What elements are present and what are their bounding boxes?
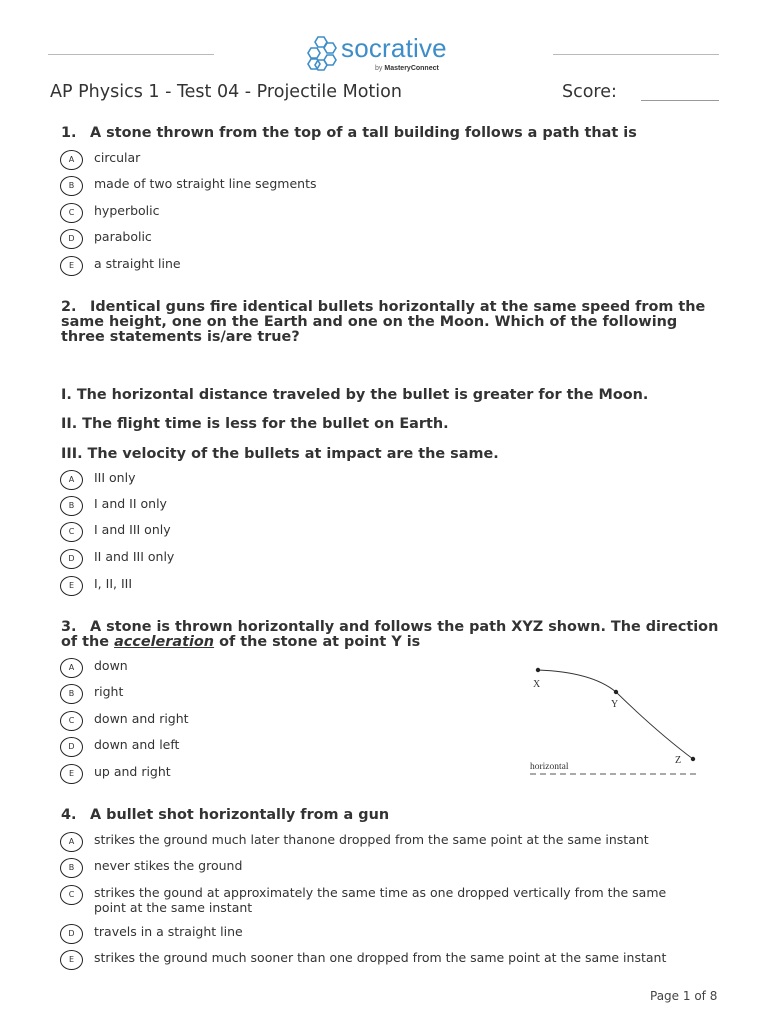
answer-bubble[interactable]: B [60,858,83,878]
answer-bubble[interactable]: A [60,832,83,852]
header-rule-right [553,54,719,55]
point-z-label: Z [675,755,682,766]
answer-bubble[interactable]: D [60,229,83,249]
answer-bubble[interactable]: E [60,764,83,784]
answer-bubble[interactable]: E [60,950,83,970]
question-4: 4. A bullet shot horizontally from a gun [61,807,390,823]
question-2: 2. Identical guns fire identical bullets horizontally at the same speed from the same height, one on the Earth and one on the Moon. Which of the following three statements is/are true? [61,299,706,345]
test-title: AP Physics 1 - Test 04 - Projectile Motion [50,82,402,102]
answer-bubble[interactable]: A [60,150,83,170]
emphasized-term: acceleration [114,634,215,650]
point-z-marker [691,757,695,761]
q2-statement-3: III. The velocity of the bullets at impact are the same. [61,446,499,462]
point-x-marker [536,668,540,672]
header-rule-left [48,54,214,55]
answer-bubble[interactable]: B [60,176,83,196]
trajectory-curve [538,670,693,759]
answer-bubble[interactable]: A [60,658,83,678]
page-number: Page 1 of 8 [650,989,718,1003]
question-1: 1. A stone thrown from the top of a tall building follows a path that is [61,125,637,141]
answer-bubble[interactable]: E [60,256,83,276]
socrative-logo [306,35,466,77]
logo-wordmark: socrative [341,33,447,63]
score-label: Score: [562,82,617,102]
answer-bubble[interactable]: C [60,711,83,731]
answer-bubble[interactable]: D [60,924,83,944]
question-3: 3. A stone is thrown horizontally and follows the path XYZ shown. The direction of the acceleration of the stone at point Y is [61,619,719,650]
answer-bubble[interactable]: B [60,684,83,704]
answer-bubble[interactable]: E [60,576,83,596]
answer-bubble[interactable]: C [60,885,83,905]
q2-statement-1: I. The horizontal distance traveled by the bullet is greater for the Moon. [61,387,649,403]
answer-bubble[interactable]: C [60,522,83,542]
answer-bubble[interactable]: D [60,549,83,569]
answer-bubble[interactable]: B [60,496,83,516]
score-blank [641,100,719,101]
hexagon-logo-icon [306,35,340,73]
answer-bubble[interactable]: A [60,470,83,490]
point-y-label: Y [611,699,619,710]
horizontal-label: horizontal [530,762,569,772]
point-x-label: X [533,679,541,690]
q2-statement-2: II. The flight time is less for the bullet on Earth. [61,416,449,432]
point-y-marker [614,690,618,694]
answer-bubble[interactable]: C [60,203,83,223]
projectile-path-diagram [527,662,702,780]
logo-byline: by MasteryConnect [375,65,439,72]
answer-bubble[interactable]: D [60,737,83,757]
